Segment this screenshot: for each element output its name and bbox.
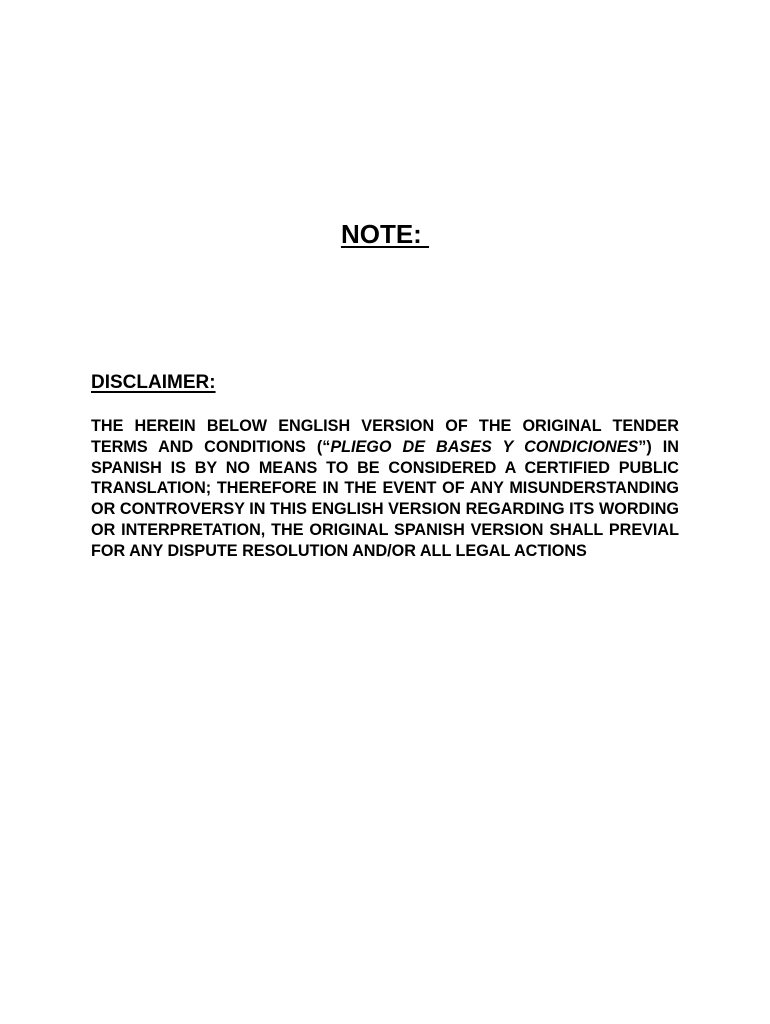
disclaimer-body-part2: ”) IN SPANISH IS BY NO MEANS TO BE CONSIDERED A CERTIFIED PUBLIC TRANSLATION; THEREFORE IN THE EVENT OF ANY MISUNDERSTANDING OR CONTROVERSY IN THIS ENGLISH VERSION REGARDING ITS WORDING OR INTERPRETATION, THE ORIGINAL SPANISH VERSION SHALL PREVIAL FOR ANY DISPUTE RESOLUTION AND/OR ALL LEGAL ACTIONS <box>91 437 679 560</box>
disclaimer-body <box>91 416 679 562</box>
note-heading <box>0 218 770 250</box>
disclaimer-body-part1: THE HEREIN BELOW ENGLISH VERSION OF THE ORIGINAL TENDER TERMS AND CONDITIONS (“ <box>91 417 679 456</box>
disclaimer-body-italic: PLIEGO DE BASES Y CONDICIONES <box>330 437 639 456</box>
note-heading-text: NOTE: <box>340 219 430 249</box>
disclaimer-heading: DISCLAIMER: <box>91 372 216 393</box>
